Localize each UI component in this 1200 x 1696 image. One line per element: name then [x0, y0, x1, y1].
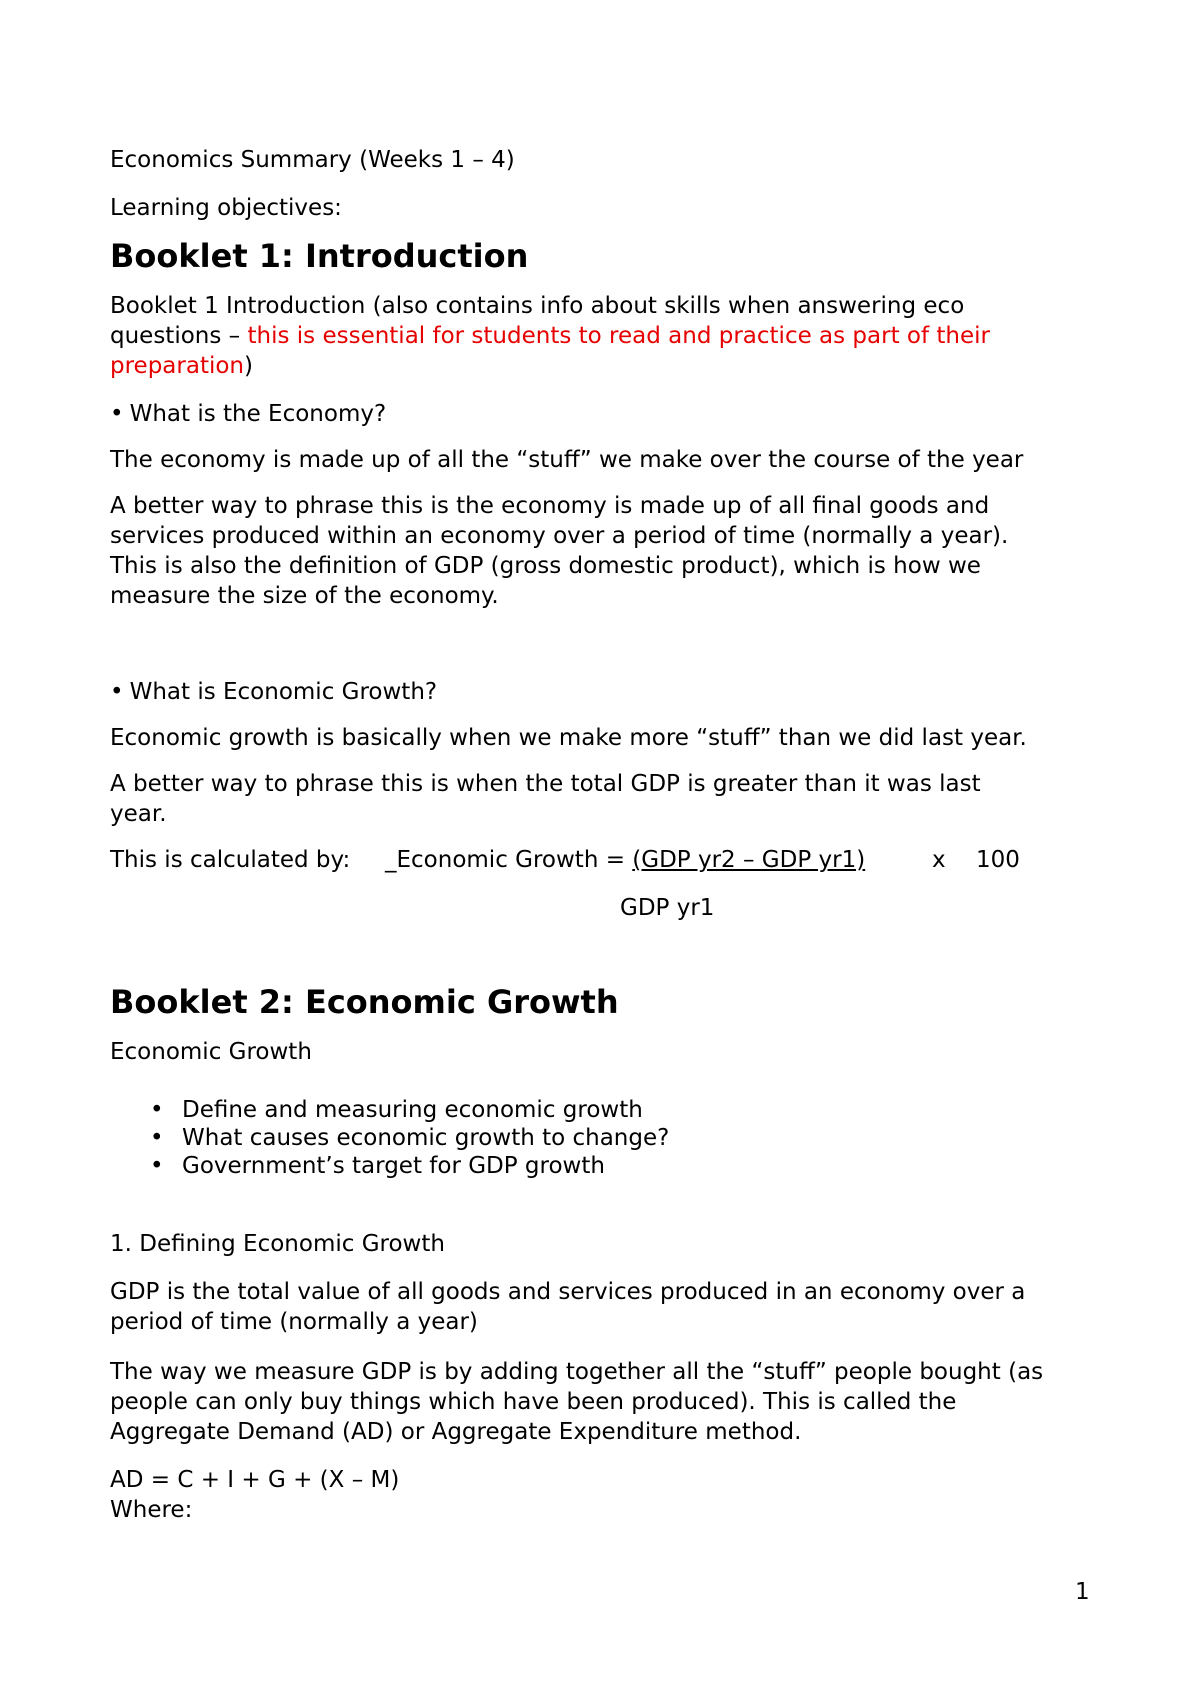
- formula-hundred: 100: [976, 847, 1020, 873]
- gdp-definition-line2: period of time (normally a year): [110, 1309, 478, 1335]
- formula-times: x: [932, 847, 946, 873]
- formula-lhs-text: Economic Growth =: [396, 847, 633, 873]
- better-phrase-line4: measure the size of the economy.: [110, 583, 499, 609]
- bullet-icon: •: [110, 679, 124, 705]
- better-phrase-line2: services produced within an economy over a period of time (normally a year).: [110, 523, 1009, 549]
- ad-formula: AD = C + I + G + (X – M): [110, 1467, 400, 1493]
- better-phrase-line1: A better way to phrase this is the economy is made up of all final goods and: [110, 493, 990, 519]
- formula-prefix: This is calculated by:: [110, 847, 351, 873]
- bullet-icon: •: [150, 1153, 164, 1179]
- intro-highlight-text: this is essential for students to read and practice as part of their: [247, 323, 990, 349]
- where-label: Where:: [110, 1497, 193, 1523]
- formula-underscore: _: [385, 847, 397, 873]
- economy-definition-paragraph: The economy is made up of all the “stuff” we make over the course of the year: [110, 447, 1024, 473]
- question-text: What is Economic Growth?: [129, 679, 438, 705]
- booklet1-intro-line1: Booklet 1 Introduction (also contains info about skills when answering eco: [110, 293, 965, 319]
- list-item-text: Define and measuring economic growth: [182, 1097, 643, 1123]
- learning-objectives-label: Learning objectives:: [110, 195, 342, 221]
- better-phrase-line3: This is also the definition of GDP (gross domestic product), which is how we: [110, 553, 981, 579]
- gdp-measure-line3: Aggregate Demand (AD) or Aggregate Expenditure method.: [110, 1419, 802, 1445]
- question-what-is-growth: [110, 676, 437, 708]
- bullet-icon: •: [150, 1097, 164, 1123]
- growth-better-phrase-line1: A better way to phrase this is when the total GDP is greater than it was last: [110, 771, 981, 797]
- list-item-text: Government’s target for GDP growth: [182, 1153, 605, 1179]
- intro-line2-text: questions –: [110, 323, 248, 349]
- booklet1-intro-line3: [110, 350, 253, 382]
- gdp-measure-line2: people can only buy things which have been produced). This is called the: [110, 1389, 957, 1415]
- growth-definition-paragraph: Economic growth is basically when we make more “stuff” than we did last year.: [110, 725, 1027, 751]
- formula-denominator: GDP yr1: [620, 895, 715, 921]
- formula-lhs: [385, 844, 865, 876]
- question-text: What is the Economy?: [129, 401, 387, 427]
- booklet1-intro-line2: [110, 320, 990, 352]
- list-item: [150, 1124, 669, 1152]
- intro-line3-close: ): [244, 353, 253, 379]
- booklet1-heading: Booklet 1: Introduction: [110, 237, 529, 275]
- intro-highlight-text-end: preparation: [110, 353, 245, 379]
- list-item: [150, 1152, 605, 1180]
- document-title: Economics Summary (Weeks 1 – 4): [110, 147, 515, 173]
- formula-numerator: (GDP yr2 – GDP yr1): [632, 847, 866, 873]
- section1-title: 1. Defining Economic Growth: [110, 1231, 445, 1257]
- list-item-text: What causes economic growth to change?: [182, 1125, 670, 1151]
- page-number: 1: [1075, 1579, 1090, 1605]
- bullet-icon: •: [110, 401, 124, 427]
- booklet2-heading: Booklet 2: Economic Growth: [110, 983, 619, 1021]
- bullet-icon: •: [150, 1125, 164, 1151]
- growth-better-phrase-line2: year.: [110, 801, 167, 827]
- gdp-definition-line1: GDP is the total value of all goods and services produced in an economy over a: [110, 1279, 1026, 1305]
- list-item: [150, 1096, 643, 1124]
- question-what-is-economy: [110, 398, 386, 430]
- booklet2-subheading: Economic Growth: [110, 1039, 312, 1065]
- gdp-measure-line1: The way we measure GDP is by adding together all the “stuff” people bought (as: [110, 1359, 1044, 1385]
